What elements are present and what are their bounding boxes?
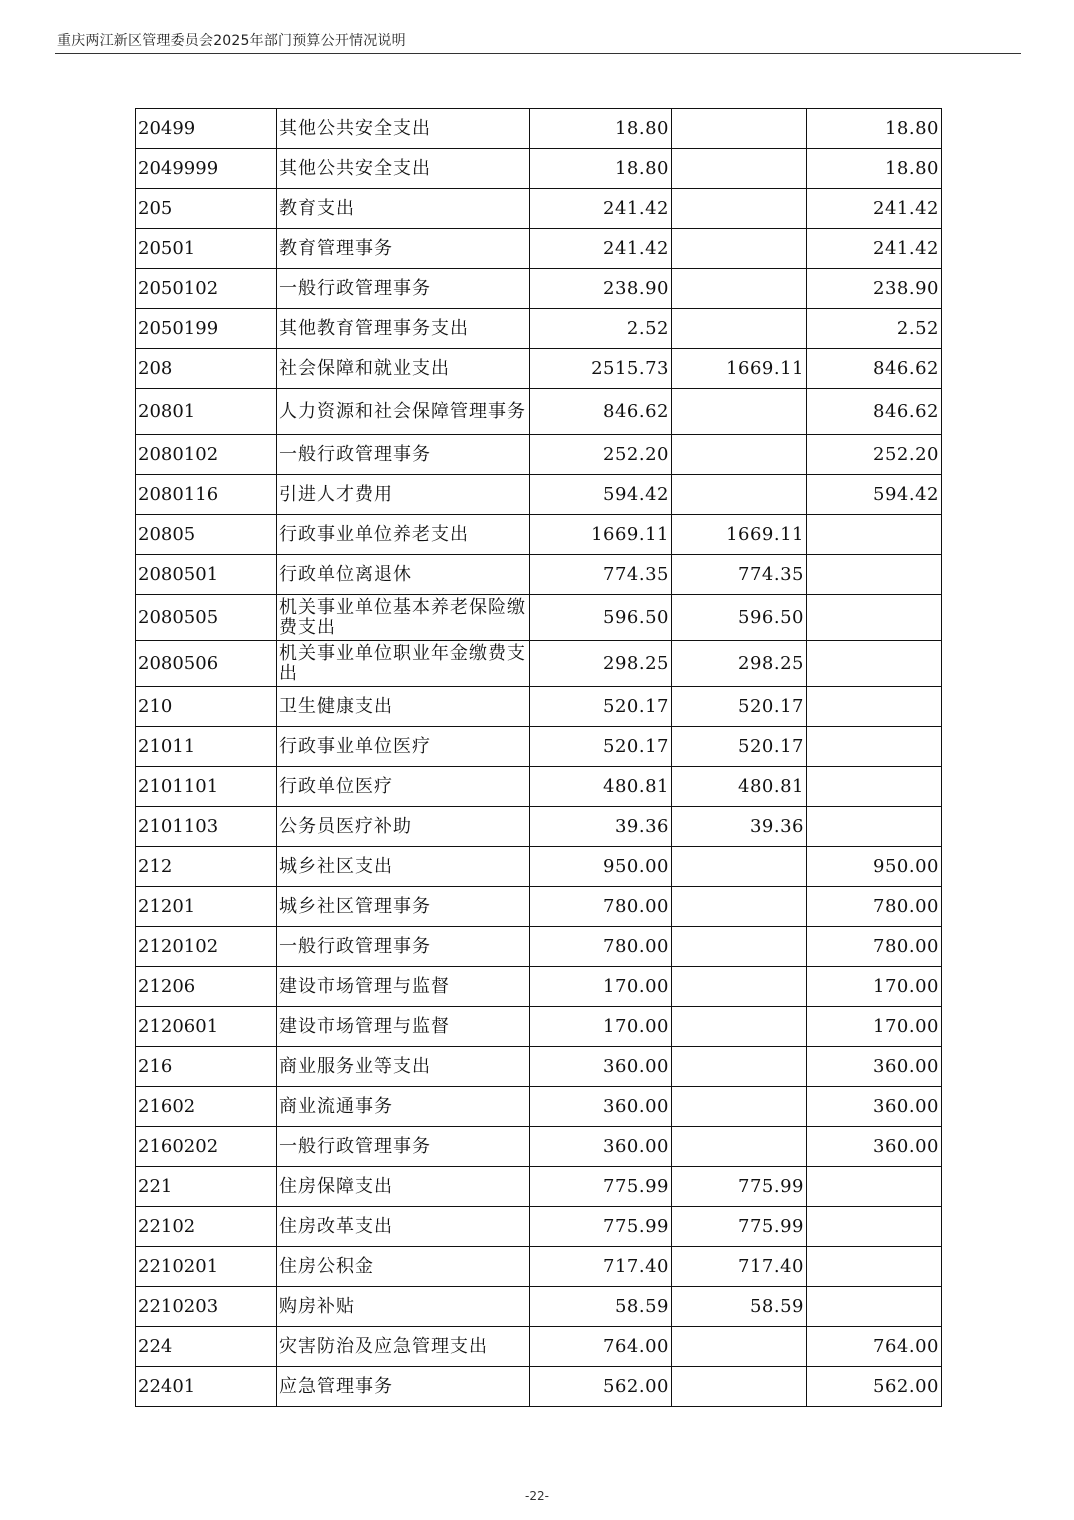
total-amount-cell: 780.00 <box>530 927 672 967</box>
basic-expense-cell <box>672 435 807 475</box>
table-row <box>136 807 942 847</box>
subject-name-cell: 住房改革支出 <box>277 1207 530 1247</box>
basic-expense-cell <box>672 1007 807 1047</box>
subject-name-cell: 一般行政管理事务 <box>277 927 530 967</box>
subject-code-cell: 20801 <box>136 389 277 435</box>
subject-name-cell: 一般行政管理事务 <box>277 1127 530 1167</box>
total-amount-cell: 18.80 <box>530 109 672 149</box>
subject-code-cell: 210 <box>136 687 277 727</box>
basic-expense-cell <box>672 229 807 269</box>
subject-name-cell: 城乡社区管理事务 <box>277 887 530 927</box>
subject-name-cell: 建设市场管理与监督 <box>277 967 530 1007</box>
subject-name-cell: 住房公积金 <box>277 1247 530 1287</box>
basic-expense-cell <box>672 927 807 967</box>
subject-code-cell: 21206 <box>136 967 277 1007</box>
subject-code-cell: 2050199 <box>136 309 277 349</box>
total-amount-cell: 241.42 <box>530 189 672 229</box>
basic-expense-cell <box>672 847 807 887</box>
basic-expense-cell: 58.59 <box>672 1287 807 1327</box>
project-expense-cell <box>807 767 942 807</box>
project-expense-cell <box>807 727 942 767</box>
table-row <box>136 967 942 1007</box>
project-expense-cell: 846.62 <box>807 349 942 389</box>
total-amount-cell: 764.00 <box>530 1327 672 1367</box>
subject-name-cell: 公务员医疗补助 <box>277 807 530 847</box>
project-expense-cell <box>807 641 942 687</box>
subject-code-cell: 2050102 <box>136 269 277 309</box>
table-row <box>136 727 942 767</box>
total-amount-cell: 39.36 <box>530 807 672 847</box>
subject-code-cell: 22102 <box>136 1207 277 1247</box>
subject-name-cell: 一般行政管理事务 <box>277 435 530 475</box>
table-row <box>136 309 942 349</box>
table-row <box>136 1327 942 1367</box>
subject-name-cell: 行政事业单位医疗 <box>277 727 530 767</box>
subject-code-cell: 2160202 <box>136 1127 277 1167</box>
project-expense-cell: 241.42 <box>807 229 942 269</box>
basic-expense-cell: 520.17 <box>672 727 807 767</box>
budget-table <box>135 108 942 1407</box>
basic-expense-cell <box>672 1327 807 1367</box>
total-amount-cell: 2.52 <box>530 309 672 349</box>
basic-expense-cell <box>672 389 807 435</box>
total-amount-cell: 360.00 <box>530 1087 672 1127</box>
subject-name-cell: 城乡社区支出 <box>277 847 530 887</box>
basic-expense-cell: 480.81 <box>672 767 807 807</box>
table-row <box>136 515 942 555</box>
table-row <box>136 269 942 309</box>
total-amount-cell: 2515.73 <box>530 349 672 389</box>
project-expense-cell: 170.00 <box>807 967 942 1007</box>
subject-code-cell: 2080506 <box>136 641 277 687</box>
page-header-title: 重庆两江新区管理委员会2025年部门预算公开情况说明 <box>57 33 406 49</box>
subject-name-cell: 行政事业单位养老支出 <box>277 515 530 555</box>
basic-expense-cell: 39.36 <box>672 807 807 847</box>
basic-expense-cell: 298.25 <box>672 641 807 687</box>
table-row <box>136 687 942 727</box>
subject-code-cell: 2080505 <box>136 595 277 641</box>
basic-expense-cell <box>672 109 807 149</box>
basic-expense-cell <box>672 1087 807 1127</box>
basic-expense-cell <box>672 309 807 349</box>
project-expense-cell <box>807 555 942 595</box>
subject-name-cell: 行政单位医疗 <box>277 767 530 807</box>
project-expense-cell: 594.42 <box>807 475 942 515</box>
total-amount-cell: 170.00 <box>530 967 672 1007</box>
total-amount-cell: 298.25 <box>530 641 672 687</box>
subject-name-cell: 教育管理事务 <box>277 229 530 269</box>
project-expense-cell: 764.00 <box>807 1327 942 1367</box>
basic-expense-cell <box>672 1127 807 1167</box>
total-amount-cell: 520.17 <box>530 727 672 767</box>
total-amount-cell: 360.00 <box>530 1127 672 1167</box>
project-expense-cell <box>807 1287 942 1327</box>
basic-expense-cell <box>672 189 807 229</box>
table-row <box>136 1287 942 1327</box>
basic-expense-cell <box>672 269 807 309</box>
subject-code-cell: 2080116 <box>136 475 277 515</box>
subject-code-cell: 2210203 <box>136 1287 277 1327</box>
total-amount-cell: 775.99 <box>530 1167 672 1207</box>
total-amount-cell: 780.00 <box>530 887 672 927</box>
basic-expense-cell: 520.17 <box>672 687 807 727</box>
total-amount-cell: 58.59 <box>530 1287 672 1327</box>
table-row <box>136 1167 942 1207</box>
project-expense-cell: 360.00 <box>807 1047 942 1087</box>
table-row <box>136 229 942 269</box>
basic-expense-cell <box>672 1367 807 1407</box>
table-row <box>136 555 942 595</box>
project-expense-cell: 780.00 <box>807 927 942 967</box>
subject-name-cell: 人力资源和社会保障管理事务 <box>277 389 530 435</box>
budget-table-body <box>136 109 942 1407</box>
subject-code-cell: 205 <box>136 189 277 229</box>
subject-name-cell: 其他公共安全支出 <box>277 109 530 149</box>
subject-name-cell: 机关事业单位基本养老保险缴费支出 <box>277 595 530 641</box>
basic-expense-cell: 774.35 <box>672 555 807 595</box>
subject-name-cell: 引进人才费用 <box>277 475 530 515</box>
project-expense-cell <box>807 515 942 555</box>
project-expense-cell: 846.62 <box>807 389 942 435</box>
project-expense-cell: 780.00 <box>807 887 942 927</box>
project-expense-cell: 18.80 <box>807 109 942 149</box>
subject-code-cell: 221 <box>136 1167 277 1207</box>
table-row <box>136 189 942 229</box>
project-expense-cell: 170.00 <box>807 1007 942 1047</box>
table-row <box>136 475 942 515</box>
subject-code-cell: 2101101 <box>136 767 277 807</box>
total-amount-cell: 562.00 <box>530 1367 672 1407</box>
project-expense-cell <box>807 1207 942 1247</box>
project-expense-cell <box>807 687 942 727</box>
total-amount-cell: 252.20 <box>530 435 672 475</box>
table-row <box>136 435 942 475</box>
subject-code-cell: 208 <box>136 349 277 389</box>
subject-code-cell: 20805 <box>136 515 277 555</box>
table-row <box>136 1207 942 1247</box>
subject-name-cell: 购房补贴 <box>277 1287 530 1327</box>
project-expense-cell: 562.00 <box>807 1367 942 1407</box>
table-row <box>136 847 942 887</box>
basic-expense-cell: 775.99 <box>672 1167 807 1207</box>
project-expense-cell <box>807 1247 942 1287</box>
table-row <box>136 1007 942 1047</box>
table-row <box>136 927 942 967</box>
subject-code-cell: 2080501 <box>136 555 277 595</box>
subject-name-cell: 商业服务业等支出 <box>277 1047 530 1087</box>
total-amount-cell: 360.00 <box>530 1047 672 1087</box>
basic-expense-cell: 717.40 <box>672 1247 807 1287</box>
subject-name-cell: 行政单位离退休 <box>277 555 530 595</box>
total-amount-cell: 717.40 <box>530 1247 672 1287</box>
table-row <box>136 595 942 641</box>
total-amount-cell: 594.42 <box>530 475 672 515</box>
subject-code-cell: 21011 <box>136 727 277 767</box>
project-expense-cell <box>807 595 942 641</box>
subject-name-cell: 住房保障支出 <box>277 1167 530 1207</box>
basic-expense-cell <box>672 475 807 515</box>
subject-code-cell: 212 <box>136 847 277 887</box>
basic-expense-cell: 596.50 <box>672 595 807 641</box>
table-row <box>136 1367 942 1407</box>
project-expense-cell: 360.00 <box>807 1087 942 1127</box>
subject-code-cell: 216 <box>136 1047 277 1087</box>
total-amount-cell: 241.42 <box>530 229 672 269</box>
table-row <box>136 109 942 149</box>
table-row <box>136 1087 942 1127</box>
table-row <box>136 389 942 435</box>
total-amount-cell: 480.81 <box>530 767 672 807</box>
project-expense-cell: 360.00 <box>807 1127 942 1167</box>
table-row <box>136 887 942 927</box>
subject-code-cell: 2210201 <box>136 1247 277 1287</box>
project-expense-cell: 2.52 <box>807 309 942 349</box>
subject-name-cell: 机关事业单位职业年金缴费支出 <box>277 641 530 687</box>
total-amount-cell: 238.90 <box>530 269 672 309</box>
subject-name-cell: 商业流通事务 <box>277 1087 530 1127</box>
subject-code-cell: 21602 <box>136 1087 277 1127</box>
basic-expense-cell <box>672 1047 807 1087</box>
subject-name-cell: 社会保障和就业支出 <box>277 349 530 389</box>
total-amount-cell: 950.00 <box>530 847 672 887</box>
subject-code-cell: 224 <box>136 1327 277 1367</box>
subject-name-cell: 其他教育管理事务支出 <box>277 309 530 349</box>
total-amount-cell: 775.99 <box>530 1207 672 1247</box>
table-row <box>136 1047 942 1087</box>
total-amount-cell: 774.35 <box>530 555 672 595</box>
subject-name-cell: 灾害防治及应急管理支出 <box>277 1327 530 1367</box>
subject-name-cell: 教育支出 <box>277 189 530 229</box>
header-divider <box>55 53 1021 54</box>
table-row <box>136 767 942 807</box>
basic-expense-cell: 1669.11 <box>672 349 807 389</box>
subject-name-cell: 应急管理事务 <box>277 1367 530 1407</box>
basic-expense-cell <box>672 967 807 1007</box>
total-amount-cell: 18.80 <box>530 149 672 189</box>
subject-code-cell: 2080102 <box>136 435 277 475</box>
total-amount-cell: 170.00 <box>530 1007 672 1047</box>
page-number: -22- <box>525 1489 549 1503</box>
subject-code-cell: 20499 <box>136 109 277 149</box>
project-expense-cell <box>807 807 942 847</box>
project-expense-cell: 241.42 <box>807 189 942 229</box>
subject-name-cell: 其他公共安全支出 <box>277 149 530 189</box>
basic-expense-cell <box>672 149 807 189</box>
subject-code-cell: 2120601 <box>136 1007 277 1047</box>
project-expense-cell: 18.80 <box>807 149 942 189</box>
table-row <box>136 349 942 389</box>
subject-name-cell: 卫生健康支出 <box>277 687 530 727</box>
subject-name-cell: 建设市场管理与监督 <box>277 1007 530 1047</box>
total-amount-cell: 1669.11 <box>530 515 672 555</box>
project-expense-cell: 238.90 <box>807 269 942 309</box>
table-row <box>136 641 942 687</box>
subject-code-cell: 20501 <box>136 229 277 269</box>
total-amount-cell: 520.17 <box>530 687 672 727</box>
project-expense-cell <box>807 1167 942 1207</box>
basic-expense-cell <box>672 887 807 927</box>
subject-code-cell: 2101103 <box>136 807 277 847</box>
table-row <box>136 149 942 189</box>
subject-code-cell: 21201 <box>136 887 277 927</box>
subject-code-cell: 2049999 <box>136 149 277 189</box>
subject-code-cell: 2120102 <box>136 927 277 967</box>
table-row <box>136 1127 942 1167</box>
basic-expense-cell: 775.99 <box>672 1207 807 1247</box>
subject-code-cell: 22401 <box>136 1367 277 1407</box>
project-expense-cell: 252.20 <box>807 435 942 475</box>
total-amount-cell: 846.62 <box>530 389 672 435</box>
subject-name-cell: 一般行政管理事务 <box>277 269 530 309</box>
total-amount-cell: 596.50 <box>530 595 672 641</box>
project-expense-cell: 950.00 <box>807 847 942 887</box>
basic-expense-cell: 1669.11 <box>672 515 807 555</box>
table-row <box>136 1247 942 1287</box>
